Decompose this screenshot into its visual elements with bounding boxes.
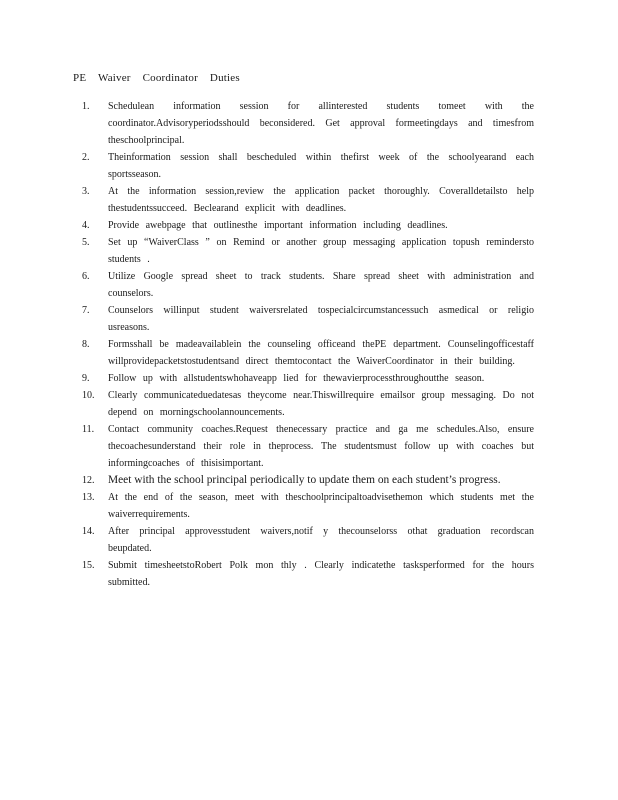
duty-number: 13. xyxy=(82,492,95,503)
duty-item-6 xyxy=(82,268,534,302)
duty-item-9 xyxy=(82,370,534,387)
duty-text: Set up “WaiverClass ” on Remind or another group messaging application topush remindersto students . xyxy=(108,237,534,265)
duty-text: Utilize Google spread sheet to track students. Share spread sheet with administration and counselors. xyxy=(108,271,534,299)
duty-number: 14. xyxy=(82,526,95,537)
duty-text: Formsshall be madeavailablein the counseling officeand thePE department. Counselingofficestaff willprovidepacketstostudentsand direct themtocontact the WaiverCoordinator in their building. xyxy=(108,339,534,367)
duty-text: Theinformation session shall bescheduled within thefirst week of the schoolyearand each sportsseason. xyxy=(108,152,534,180)
duty-text: After principal approvesstudent waivers,notif y thecounselorss othat graduation recordscan beupdated. xyxy=(108,526,534,554)
duty-number: 12. xyxy=(82,475,95,486)
duty-text: At the end of the season, meet with theschoolprincipaltoadvisethemon which students met the waiverrequirements. xyxy=(108,492,534,520)
duty-text: Clearly communicateduedatesas theycome near.Thiswillrequire emailsor group messaging. Do not depend on morningschoolannouncements. xyxy=(108,390,534,418)
duty-number: 3. xyxy=(82,186,90,197)
duty-text: Provide awebpage that outlinesthe important information including deadlines. xyxy=(108,220,448,231)
duty-number: 4. xyxy=(82,220,90,231)
duty-text: Submit timesheetstoRobert Polk mon thly . Clearly indicatethe tasksperformed for the hours submitted. xyxy=(108,560,534,588)
duty-item-15 xyxy=(82,557,534,591)
duty-item-4 xyxy=(82,217,534,234)
duty-text: Schedulean information session for allinterested students tomeet with the coordinator.Advisoryperiodsshould beconsidered. Get approval formeetingdays and timesfrom theschoolprincipal. xyxy=(108,101,534,146)
duty-text: At the information session,review the application packet thoroughly. Coveralldetailsto help thestudentssucceed. Beclearand explicit with deadlines. xyxy=(108,186,534,214)
duty-item-13 xyxy=(82,489,534,523)
duty-item-5 xyxy=(82,234,534,268)
duty-number: 2. xyxy=(82,152,90,163)
duty-item-1 xyxy=(82,98,534,149)
duty-number: 1. xyxy=(82,101,90,112)
document-title: PE Waiver Coordinator Duties xyxy=(73,72,240,84)
duty-item-7 xyxy=(82,302,534,336)
duty-item-8 xyxy=(82,336,534,370)
duty-number: 11. xyxy=(82,424,95,435)
duty-item-12 xyxy=(82,472,534,489)
duty-item-3 xyxy=(82,183,534,217)
duty-item-14 xyxy=(82,523,534,557)
duty-text: Counselors willinput student waiversrelated tospecialcircumstancessuch asmedical or religio usreasons. xyxy=(108,305,534,333)
duty-number: 9. xyxy=(82,373,90,384)
duty-text: Follow up with allstudentswhohaveapp lied for thewavierprocessthroughoutthe season. xyxy=(108,373,485,384)
duty-text: Contact community coaches.Request thenecessary practice and ga me schedules.Also, ensure thecoachesunderstand their role in theprocess. The studentsmust follow up with coaches but informingcoaches of thisisimportant. xyxy=(108,424,534,469)
duty-number: 10. xyxy=(82,390,95,401)
duty-number: 8. xyxy=(82,339,90,350)
duty-item-10 xyxy=(82,387,534,421)
duty-number: 7. xyxy=(82,305,90,316)
duty-number: 5. xyxy=(82,237,90,248)
duty-item-11 xyxy=(82,421,534,472)
duty-text: Meet with the school principal periodically to update them on each student’s progress. xyxy=(108,474,501,486)
duties-list xyxy=(82,98,534,591)
duty-number: 15. xyxy=(82,560,95,571)
duty-number: 6. xyxy=(82,271,90,282)
duty-item-2 xyxy=(82,149,534,183)
